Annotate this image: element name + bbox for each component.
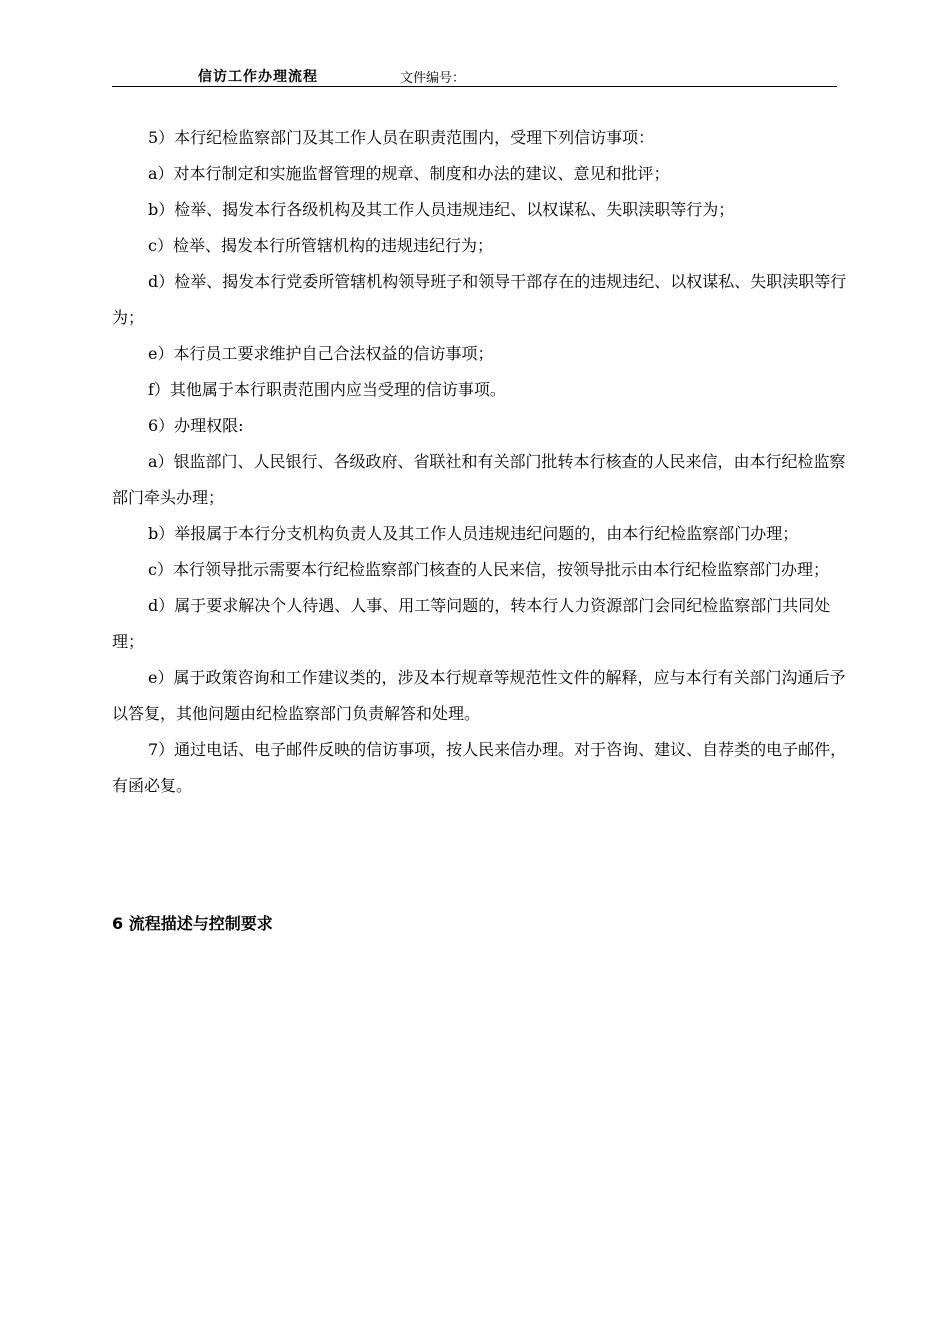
paragraph-item-6c: c）本行领导批示需要本行纪检监察部门核查的人民来信，按领导批示由本行纪检监察部门办理； [148,560,829,579]
document-body [112,120,850,804]
section-heading: 6 流程描述与控制要求 [112,914,273,933]
paragraph-item-5a: a）对本行制定和实施监督管理的规章、制度和办法的建议、意见和批评； [148,164,670,183]
paragraph-item-6: 6）办理权限: [148,416,244,435]
page-header [112,64,837,87]
paragraph-item-5c: c）检举、揭发本行所管辖机构的违规违纪行为； [148,236,493,255]
paragraph-item-5f: f）其他属于本行职责范围内应当受理的信访事项。 [148,380,506,399]
paragraph-item-5e: e）本行员工要求维护自己合法权益的信访事项； [148,344,494,363]
paragraph-item-7: 7）通过电话、电子邮件反映的信访事项，按人民来信办理。对于咨询、建议、自荐类的电子邮件，有函必复。 [112,740,847,795]
paragraph-item-6d: d）属于要求解决个人待遇、人事、用工等问题的，转本行人力资源部门会同纪检监察部门共同处理； [112,596,831,651]
paragraph-item-5d: d）检举、揭发本行党委所管辖机构领导班子和领导干部存在的违规违纪、以权谋私、失职渎职等行为； [112,272,847,327]
paragraph-item-5b: b）检举、揭发本行各级机构及其工作人员违规违纪、以权谋私、失职渎职等行为； [148,200,735,219]
paragraph-item-6b: b）举报属于本行分支机构负责人及其工作人员违规违纪问题的，由本行纪检监察部门办理； [148,524,799,543]
document-title: 信访工作办理流程 [198,69,318,85]
paragraph-item-6e: e）属于政策咨询和工作建议类的，涉及本行规章等规范性文件的解释，应与本行有关部门沟通后予以答复，其他问题由纪检监察部门负责解答和处理。 [112,668,846,723]
paragraph-item-5: 5）本行纪检监察部门及其工作人员在职责范围内，受理下列信访事项： [148,128,655,147]
document-number-label: 文件编号： [400,71,466,86]
paragraph-item-6a: a）银监部门、人民银行、各级政府、省联社和有关部门批转本行核查的人民来信，由本行纪检监察部门牵头办理； [112,452,846,507]
